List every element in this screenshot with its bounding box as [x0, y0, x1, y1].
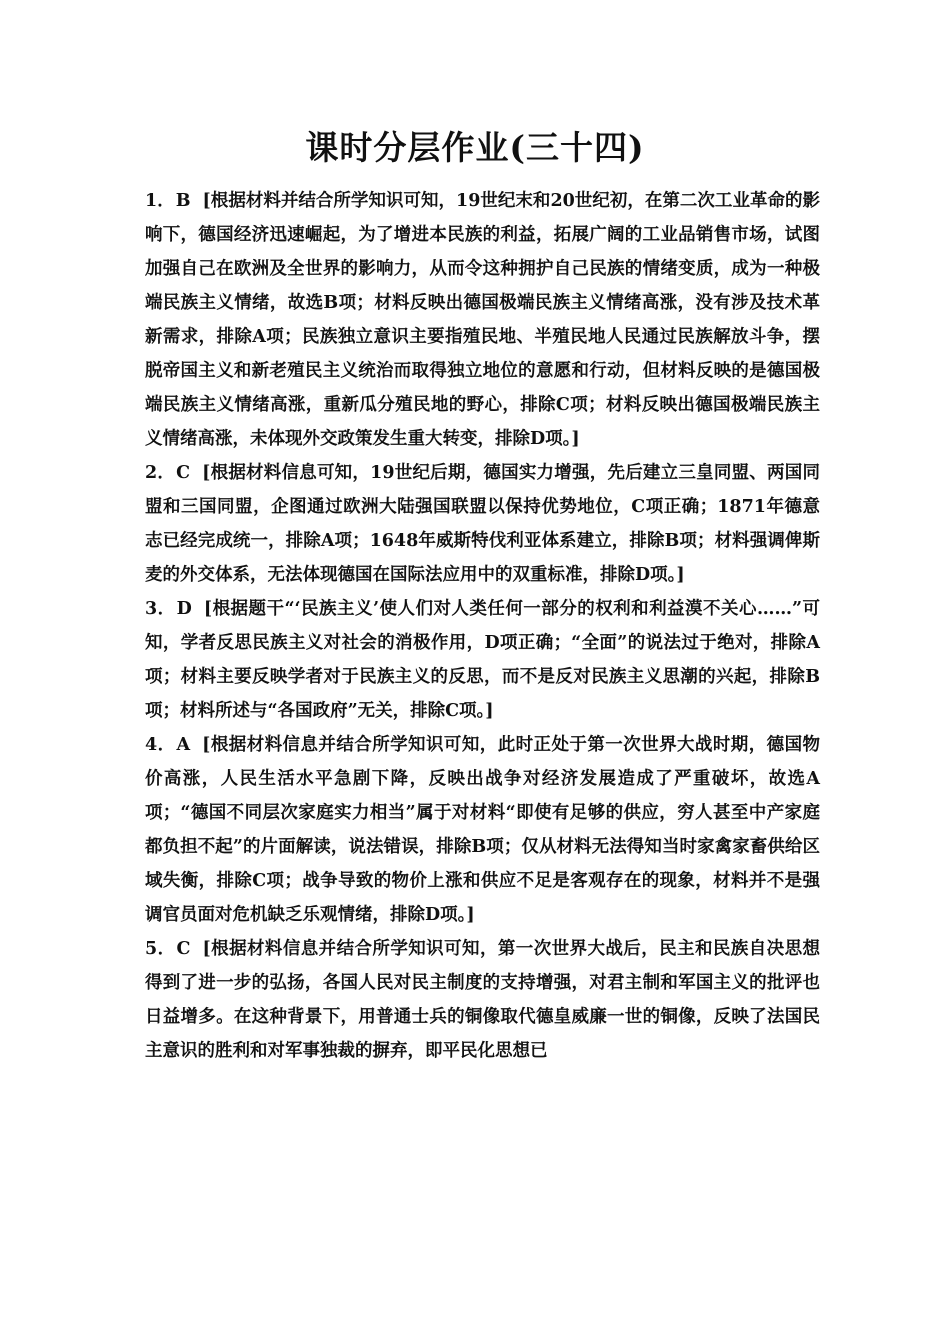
answer-choice: A: [176, 735, 191, 755]
answer-choice: D: [176, 599, 192, 619]
answer-item-5: [145, 932, 820, 1068]
answer-number: 5．: [145, 939, 176, 959]
answer-explanation: [根据材料信息可知，19世纪后期，德国实力增强，先后建立三皇同盟、两国同盟和三国同盟，企图通过欧洲大陆强国联盟以保持优势地位，C项正确；1871年德意志已经完成统一，排除A项；1648年威斯特伐利亚体系建立，排除B项；材料强调俾斯麦的外交体系，无法体现德国在国际法应用中的双重标准，排除D项。]: [145, 463, 820, 585]
answer-choice: B: [175, 191, 191, 211]
answer-item-1: [145, 184, 820, 456]
answer-list: [145, 184, 820, 1068]
answer-explanation: [根据材料并结合所学知识可知，19世纪末和20世纪初，在第二次工业革命的影响下，德国经济迅速崛起，为了增进本民族的利益，拓展广阔的工业品销售市场，试图加强自己在欧洲及全世界的影响力，从而令这种拥护自己民族的情绪变质，成为一种极端民族主义情绪，故选B项；材料反映出德国极端民族主义情绪高涨，没有涉及技术革新需求，排除A项；民族独立意识主要指殖民地、半殖民地人民通过民族解放斗争，摆脱帝国主义和新老殖民主义统治而取得独立地位的意愿和行动，但材料反映的是德国极端民族主义情绪高涨，重新瓜分殖民地的野心，排除C项；材料反映出德国极端民族主义情绪高涨，未体现外交政策发生重大转变，排除D项。]: [145, 191, 821, 449]
page-title: 课时分层作业(三十四): [305, 128, 645, 167]
answer-explanation: [根据材料信息并结合所学知识可知，此时正处于第一次世界大战时期，德国物价高涨，人民生活水平急剧下降，反映出战争对经济发展造成了严重破坏，故选A项；“德国不同层次家庭实力相当”属于对材料“即使有足够的供应，穷人甚至中产家庭都负担不起”的片面解读，说法错误，排除B项；仅从材料无法得知当时家禽家畜供给区域失衡，排除C项；战争导致的物价上涨和供应不足是客观存在的现象，材料并不是强调官员面对危机缺乏乐观情绪，排除D项。]: [145, 735, 820, 925]
answer-number: 3．: [145, 599, 176, 619]
answer-explanation: [根据题干“‘民族主义’使人们对人类任何一部分的权利和利益漠不关心……”可知，学者反思民族主义对社会的消极作用，D项正确；“全面”的说法过于绝对，排除A项；材料主要反映学者对于民族主义的反思，而不是反对民族主义思潮的兴起，排除B项；材料所述与“各国政府”无关，排除C项。]: [145, 599, 820, 721]
answer-explanation: [根据材料信息并结合所学知识可知，第一次世界大战后，民主和民族自决思想得到了进一步的弘扬，各国人民对民主制度的支持增强，对君主制和军国主义的批评也日益增多。在这种背景下，用普通士兵的铜像取代德皇威廉一世的铜像，反映了法国民主意识的胜利和对军事独裁的摒弃，即平民化思想已: [145, 939, 820, 1061]
answer-choice: C: [176, 463, 191, 483]
answer-number: 4．: [145, 735, 176, 755]
answer-number: 2．: [145, 463, 176, 483]
answer-choice: C: [176, 939, 191, 959]
answer-item-2: [145, 456, 820, 592]
answer-item-3: [145, 592, 820, 728]
answer-item-4: [145, 728, 820, 932]
answer-number: 1．: [145, 191, 175, 211]
